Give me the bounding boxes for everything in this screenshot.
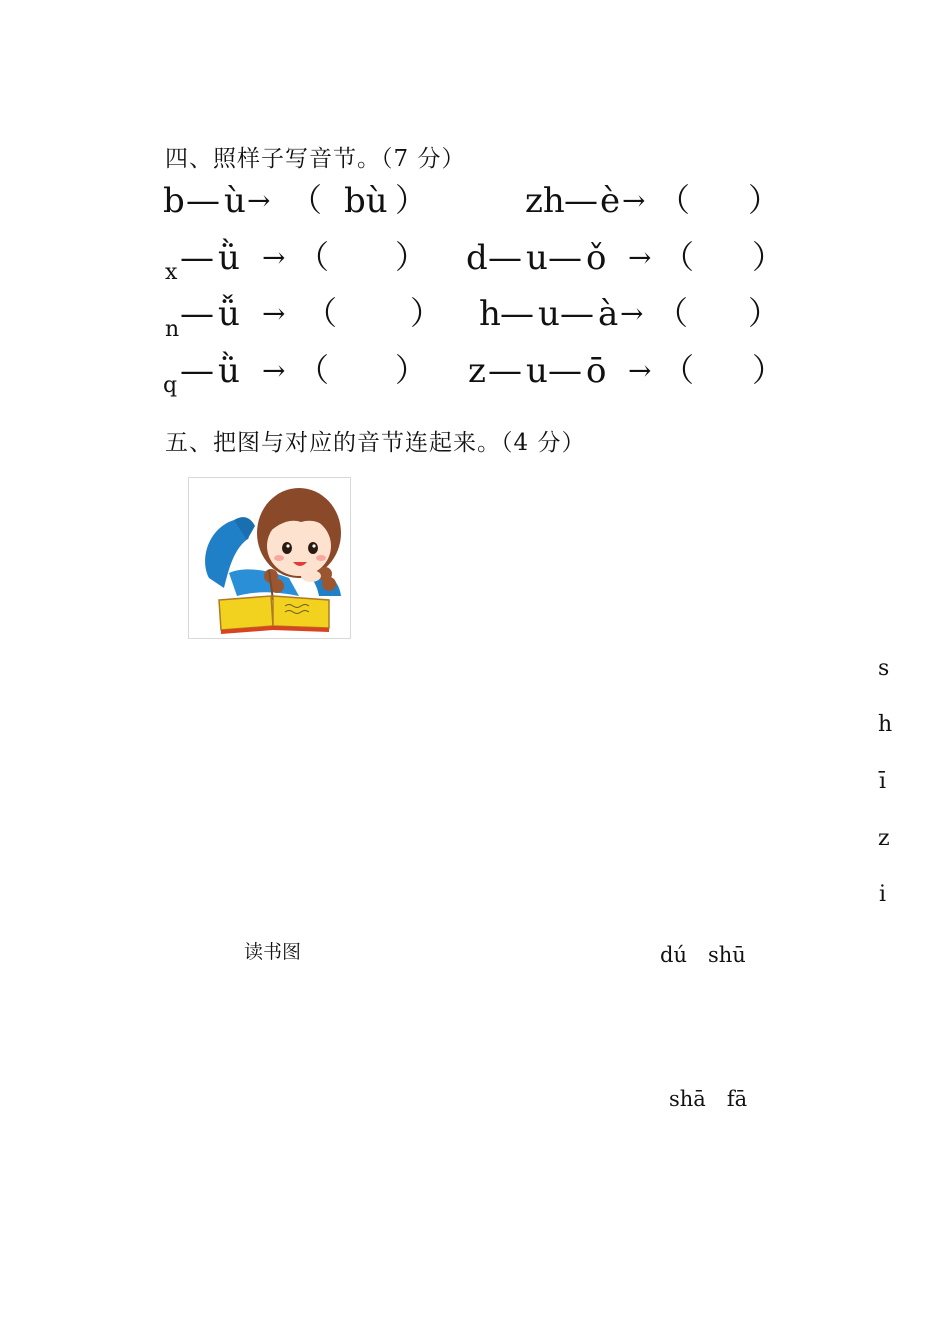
final: à — [598, 294, 619, 334]
illustration-caption: 读书图 — [244, 941, 302, 963]
girl-reading-book-illustration[interactable] — [188, 477, 351, 639]
initial: h — [479, 294, 501, 334]
answer-filled: bù — [344, 181, 388, 221]
vertical-letter: z — [878, 826, 890, 851]
open-paren: （ — [297, 238, 330, 276]
close-paren: ） — [395, 351, 428, 389]
section-5-title: 五、把图与对应的音节连起来。（4 分） — [165, 430, 586, 456]
initial: q — [163, 373, 178, 398]
vertical-letter: s — [878, 656, 890, 681]
initial: x — [165, 260, 178, 285]
final: ǜ — [218, 238, 240, 278]
arrow-icon: → — [262, 241, 286, 274]
final: ǒ — [586, 238, 607, 278]
close-paren: ） — [395, 181, 428, 219]
answer-blank[interactable] — [340, 304, 402, 328]
initial: b — [163, 181, 185, 221]
close-paren: ） — [410, 294, 443, 332]
open-paren: （ — [662, 351, 695, 389]
dash: — — [180, 294, 214, 334]
arrow-icon: → — [247, 184, 271, 217]
answer-blank[interactable] — [694, 361, 746, 385]
initial: z — [468, 351, 486, 391]
arrow-icon: → — [622, 184, 646, 217]
dash: — — [560, 294, 594, 334]
answer-blank[interactable] — [330, 248, 388, 272]
vertical-letter: h — [878, 712, 893, 737]
answer-blank[interactable] — [690, 190, 742, 214]
dash: — — [180, 238, 214, 278]
final: è — [600, 181, 621, 221]
vertical-letter: i — [879, 882, 887, 907]
answer-blank[interactable] — [694, 248, 746, 272]
pinyin-option-dushu[interactable]: dú shū — [660, 943, 746, 967]
medial: u — [526, 351, 548, 391]
arrow-icon: → — [620, 297, 644, 330]
dash: — — [548, 351, 582, 391]
arrow-icon: → — [262, 297, 286, 330]
dash: — — [548, 238, 582, 278]
open-paren: （ — [656, 294, 689, 332]
close-paren: ） — [748, 181, 781, 219]
dash: — — [180, 351, 214, 391]
section-4-title: 四、照样子写音节。（7 分） — [165, 146, 466, 172]
close-paren: ） — [395, 238, 428, 276]
final: ù — [224, 181, 246, 221]
final: ǜ — [218, 351, 240, 391]
dash: — — [564, 181, 598, 221]
answer-blank[interactable] — [690, 304, 742, 328]
open-paren: （ — [290, 181, 323, 219]
dash: — — [500, 294, 534, 334]
initial: n — [165, 317, 180, 342]
medial: u — [538, 294, 560, 334]
close-paren: ） — [752, 351, 785, 389]
open-paren: （ — [297, 351, 330, 389]
dash: — — [186, 181, 220, 221]
arrow-icon: → — [628, 241, 652, 274]
final: ǚ — [218, 294, 240, 334]
vertical-letter: ī — [879, 769, 887, 794]
dash: — — [488, 238, 522, 278]
girl-reading-icon — [189, 478, 350, 638]
pinyin-option-shafa[interactable]: shā fā — [669, 1087, 748, 1111]
open-paren: （ — [305, 294, 338, 332]
arrow-icon: → — [628, 354, 652, 387]
initial: d — [466, 238, 488, 278]
initial: zh — [525, 181, 565, 221]
medial: u — [526, 238, 548, 278]
close-paren: ） — [752, 238, 785, 276]
open-paren: （ — [658, 181, 691, 219]
open-paren: （ — [662, 238, 695, 276]
dash: — — [488, 351, 522, 391]
close-paren: ） — [748, 294, 781, 332]
answer-blank[interactable] — [330, 361, 388, 385]
arrow-icon: → — [262, 354, 286, 387]
final: ō — [586, 351, 607, 391]
